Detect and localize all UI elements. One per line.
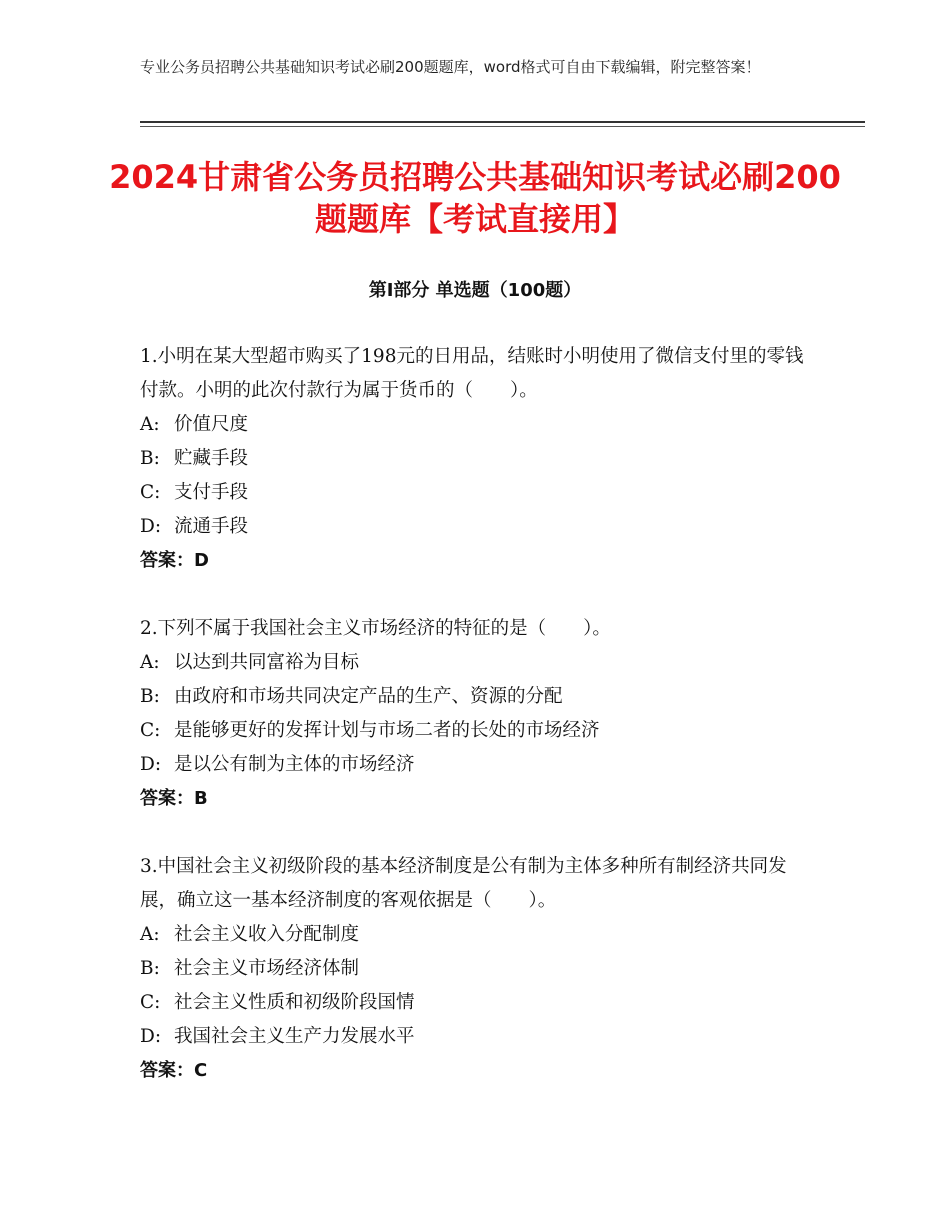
option-letter: A: bbox=[140, 414, 160, 435]
option-text: 价值尺度 bbox=[174, 414, 249, 435]
question-stem: 1.小明在某大型超市购买了198元的日用品，结账时小明使用了微信支付里的零钱付款。小明的此次付款行为属于货币的（ ）。 bbox=[140, 346, 804, 401]
option-text: 社会主义市场经济体制 bbox=[174, 958, 360, 979]
question-1 bbox=[140, 340, 810, 578]
option-letter: B: bbox=[140, 686, 160, 707]
question-stem: 2.下列不属于我国社会主义市场经济的特征的是（ ）。 bbox=[140, 618, 611, 639]
question-list bbox=[140, 340, 810, 1122]
header-divider-thin bbox=[140, 126, 865, 127]
option-letter: D: bbox=[140, 754, 162, 775]
answer: 答案：C bbox=[140, 1060, 208, 1081]
option-d bbox=[140, 1020, 810, 1054]
option-letter: D: bbox=[140, 516, 162, 537]
option-text: 贮藏手段 bbox=[174, 448, 249, 469]
option-text: 社会主义收入分配制度 bbox=[174, 924, 360, 945]
option-text: 是能够更好的发挥计划与市场二者的长处的市场经济 bbox=[174, 720, 600, 741]
option-letter: C: bbox=[140, 720, 161, 741]
option-b bbox=[140, 680, 810, 714]
question-2 bbox=[140, 612, 810, 816]
option-letter: B: bbox=[140, 958, 160, 979]
header-divider-thick bbox=[140, 121, 865, 123]
option-d bbox=[140, 510, 810, 544]
option-b bbox=[140, 442, 810, 476]
answer: 答案：D bbox=[140, 550, 209, 571]
option-a bbox=[140, 918, 810, 952]
option-letter: C: bbox=[140, 482, 161, 503]
option-text: 我国社会主义生产力发展水平 bbox=[174, 1026, 415, 1047]
option-d bbox=[140, 748, 810, 782]
option-c bbox=[140, 476, 810, 510]
option-text: 由政府和市场共同决定产品的生产、资源的分配 bbox=[174, 686, 563, 707]
header-note: 专业公务员招聘公共基础知识考试必刷200题题库，word格式可自由下载编辑，附完整答案！ bbox=[140, 58, 761, 76]
question-3 bbox=[140, 850, 810, 1088]
option-text: 社会主义性质和初级阶段国情 bbox=[174, 992, 415, 1013]
option-letter: C: bbox=[140, 992, 161, 1013]
answer: 答案：B bbox=[140, 788, 208, 809]
option-letter: D: bbox=[140, 1026, 162, 1047]
option-b bbox=[140, 952, 810, 986]
option-letter: B: bbox=[140, 448, 160, 469]
section-title: 第Ⅰ部分 单选题（100题） bbox=[368, 280, 582, 301]
option-letter: A: bbox=[140, 924, 160, 945]
option-c bbox=[140, 986, 810, 1020]
option-a bbox=[140, 646, 810, 680]
question-stem: 3.中国社会主义初级阶段的基本经济制度是公有制为主体多种所有制经济共同发展，确立这一基本经济制度的客观依据是（ ）。 bbox=[140, 856, 787, 911]
option-a bbox=[140, 408, 810, 442]
option-c bbox=[140, 714, 810, 748]
option-text: 支付手段 bbox=[174, 482, 249, 503]
option-text: 是以公有制为主体的市场经济 bbox=[174, 754, 415, 775]
option-text: 以达到共同富裕为目标 bbox=[174, 652, 360, 673]
option-text: 流通手段 bbox=[174, 516, 249, 537]
document-title: 2024甘肃省公务员招聘公共基础知识考试必刷200题题库【考试直接用】 bbox=[109, 158, 841, 238]
option-letter: A: bbox=[140, 652, 160, 673]
